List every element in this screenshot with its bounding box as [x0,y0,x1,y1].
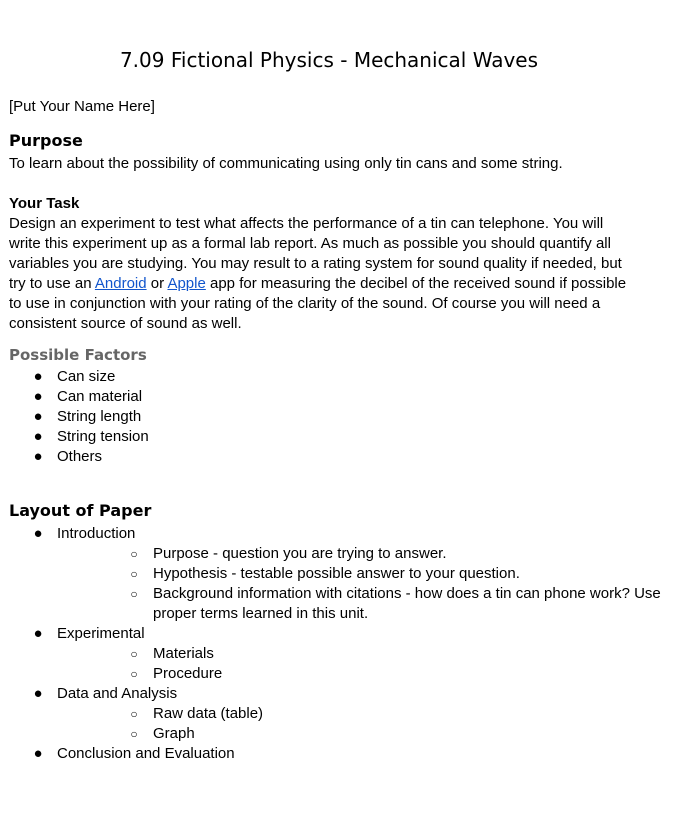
list-item-data-analysis: ● Data and Analysis ○ Raw data (table) ○ Graph [9,684,639,744]
sub-list-item: ○ Hypothesis - testable possible answer to your question. [130,565,520,582]
layout-list [9,524,661,764]
circle-bullet-icon: ○ [130,567,138,581]
bullet-icon: ● [33,745,43,762]
task-line: variables you are studying. You may result to a rating system for sound quality if needed, but [9,255,622,272]
factors-heading: Possible Factors [9,346,147,364]
sub-list-item: ○ Materials [130,645,214,662]
circle-bullet-icon: ○ [130,587,138,601]
data-analysis-sublist [57,704,639,744]
sub-list-item: ○ Raw data (table) [130,705,264,722]
experimental-sublist [57,644,639,684]
task-line: to use in conjunction with your rating of the clarity of the sound. Of course you will need a [9,295,601,312]
circle-bullet-icon: ○ [130,547,138,561]
sub-list-item: ○ Background information with citations - how does a tin can phone work? Use proper terms learned in this unit. [130,585,661,622]
task-line: consistent source of sound as well. [9,315,242,332]
layout-heading: Layout of Paper [9,501,152,520]
bullet-icon: ● [33,368,43,385]
list-item: ● Others [33,448,103,465]
task-text-segment: try to use an [9,275,95,292]
list-item: ● Can material [33,388,143,405]
task-line: write this experiment up as a formal lab report. As much as possible you should quantify all [9,235,611,252]
bullet-icon: ● [33,685,43,702]
introduction-sublist [57,544,661,624]
task-line: Design an experiment to test what affects the performance of a tin can telephone. You will [9,215,604,232]
task-text-segment: or [146,275,168,292]
sub-list-item: ○ Graph [130,725,195,742]
circle-bullet-icon: ○ [130,667,138,681]
bullet-icon: ● [33,525,43,542]
purpose-heading: Purpose [9,131,83,150]
circle-bullet-icon: ○ [130,707,138,721]
purpose-text: To learn about the possibility of communicating using only tin cans and some string. [9,155,563,172]
list-item: ● Can size [33,368,116,385]
bullet-icon: ● [33,428,43,445]
bullet-icon: ● [33,625,43,642]
task-heading: Your Task [9,195,80,212]
sub-list-item: ○ Procedure [130,665,223,682]
list-item-introduction: ● Introduction ○ Purpose - question you are trying to answer. ○ Hypothesis - testable possible answer to your question. ○ Background information with citations - how does a tin can phone work? Use proper terms learned in this unit. [9,524,639,624]
bullet-icon: ● [33,388,43,405]
apple-app-link[interactable]: Apple [167,275,206,292]
factors-list [9,367,149,467]
list-item: ● String length [33,408,142,425]
task-paragraph [9,214,639,334]
task-line-with-links [9,274,639,294]
bullet-icon: ● [33,448,43,465]
sub-list-item: ○ Purpose - question you are trying to answer. [130,545,447,562]
circle-bullet-icon: ○ [130,647,138,661]
task-text-segment: app for measuring the decibel of the received sound if possible [205,275,627,292]
page-title: 7.09 Fictional Physics - Mechanical Waves [119,48,539,72]
circle-bullet-icon: ○ [130,727,138,741]
bullet-icon: ● [33,408,43,425]
android-app-link[interactable]: Android [94,275,147,292]
list-item: ● String tension [33,428,149,445]
name-placeholder[interactable]: [Put Your Name Here] [9,98,155,115]
list-item-conclusion: ● Conclusion and Evaluation [33,745,235,762]
list-item-experimental: ● Experimental ○ Materials ○ Procedure [9,624,639,684]
